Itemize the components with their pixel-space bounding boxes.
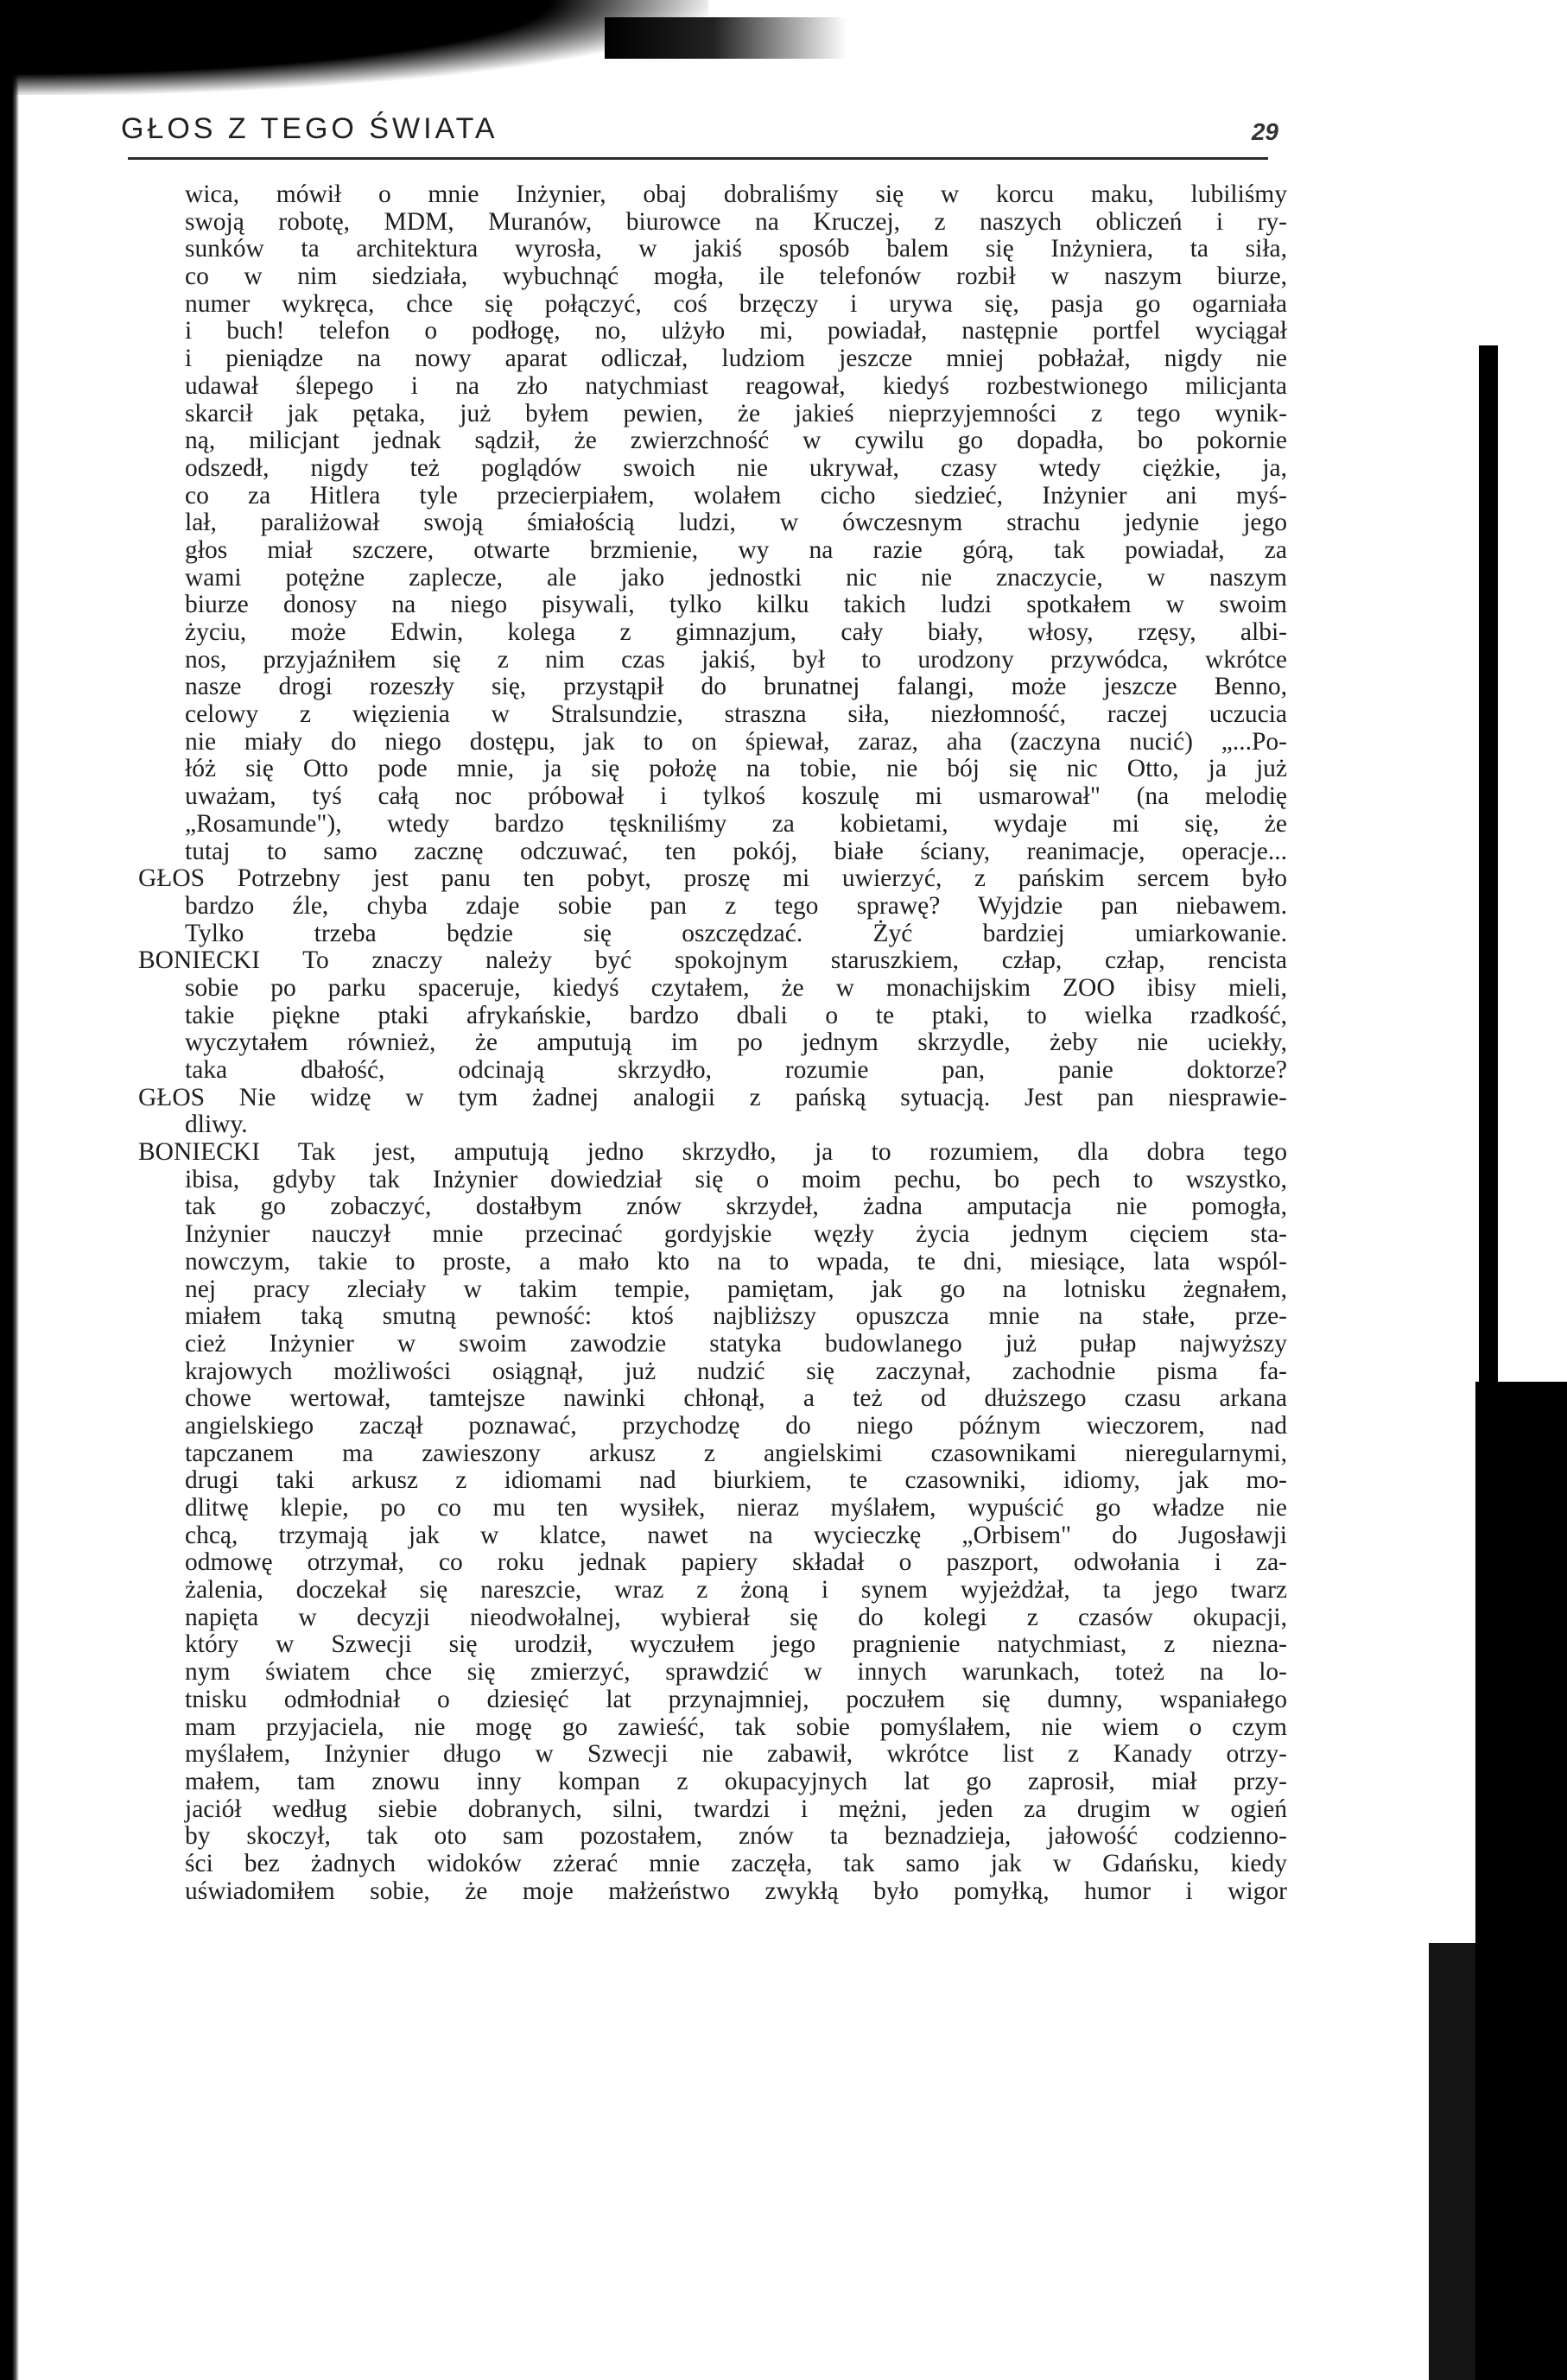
text-line <box>138 565 1287 592</box>
text-line-content: wami potężne zaplecze, ale jako jednostki nic nie znaczycie, w naszym <box>185 563 1287 592</box>
text-line-content: chowe wertował, tamtejsze nawinki chłonął, a też od dłuższego czasu arkana <box>185 1384 1287 1413</box>
text-line-content: nym światem chce się zmierzyć, sprawdzić w innych warunkach, toteż na lo- <box>185 1658 1287 1687</box>
text-line <box>138 783 1287 811</box>
text-line <box>138 1495 1287 1522</box>
text-line-content: nie miały do niego dostępu, jak to on śpiewał, zaraz, aha (zaczyna nucić) „...Po- <box>185 727 1287 756</box>
text-line <box>138 1823 1287 1851</box>
text-line-content: tnisku odmłodniał o dziesięć lat przynajmniej, poczułem się dumny, wspaniałego <box>185 1685 1287 1713</box>
text-line <box>138 1111 1287 1139</box>
text-line-content: celowy z więzienia w Stralsundzie, straszna siła, niezłomność, raczej uczucia <box>185 700 1287 729</box>
text-line-content: mam przyjaciela, nie mogę go zawieść, tak sobie pomyślałem, nie wiem o czym <box>185 1712 1287 1741</box>
text-line <box>138 1522 1287 1550</box>
text-line <box>138 1331 1287 1358</box>
text-line <box>138 427 1287 455</box>
text-line-content: cież Inżynier w swoim zawodzie statyka budowlanego już pułap najwyższy <box>185 1329 1287 1358</box>
text-line <box>138 1878 1287 1906</box>
text-line <box>138 1687 1287 1714</box>
text-line-content: skarcił jak pętaka, już byłem pewien, że jakieś nieprzyjemności z tego wynik- <box>185 399 1287 427</box>
text-line-content: numer wykręca, chce się połączyć, coś brzęczy i urywa się, pasja go ogarniała <box>185 289 1287 318</box>
text-line-content: by skoczył, tak oto sam pozostałem, znów ta beznadzieja, jałowość codzienno- <box>185 1822 1287 1851</box>
text-line <box>138 674 1287 701</box>
text-line <box>138 921 1287 948</box>
text-line-content: udawał ślepego i na zło natychmiast reagował, kiedyś rozbestwionego milicjanta <box>185 371 1287 400</box>
text-line-content: żalenia, doczekał się nareszcie, wraz z żoną i synem wyjeżdżał, ta jego twarz <box>185 1576 1287 1605</box>
text-line <box>138 345 1287 373</box>
text-line <box>138 865 1287 893</box>
text-line <box>138 1796 1287 1824</box>
text-line <box>138 1085 1287 1112</box>
text-line <box>138 1851 1287 1878</box>
text-line-content: angielskiego zaczął poznawać, przychodzę do niego późnym wieczorem, nad <box>185 1411 1287 1440</box>
text-line <box>138 592 1287 619</box>
text-line-content: odmowę otrzymał, co roku jednak papiery składał o paszport, odwołania i za- <box>185 1548 1287 1577</box>
text-line-content: GŁOS Potrzebny jest panu ten pobyt, proszę mi uwierzyć, z pańskim sercem było <box>138 864 1287 893</box>
text-line-content: wyczytałem również, że amputują im po jednym skrzydle, żeby nie uciekły, <box>185 1029 1287 1057</box>
text-line <box>138 1139 1287 1167</box>
text-line-content: chcą, trzymają jak w klatce, nawet na wycieczkę „Orbisem" do Jugosławji <box>185 1521 1287 1549</box>
text-line <box>138 619 1287 647</box>
text-line-content: miałem taką smutną pewność: ktoś najbliższy opuszcza mnie na stałe, prze- <box>185 1302 1287 1331</box>
text-line <box>138 1167 1287 1194</box>
text-line <box>138 811 1287 839</box>
text-line <box>138 1385 1287 1413</box>
text-line <box>138 1358 1287 1386</box>
text-line <box>138 1577 1287 1605</box>
text-line-content: bardzo źle, chyba zdaje sobie pan z tego sprawę? Wyjdzie pan niebawem. <box>185 891 1287 920</box>
text-line <box>138 1741 1287 1769</box>
text-line <box>138 401 1287 428</box>
text-line <box>138 1003 1287 1030</box>
text-line <box>138 1276 1287 1304</box>
text-line <box>138 1413 1287 1440</box>
text-line-content: taka dbałość, odcinają skrzydło, rozumie pan, panie doktorze? <box>185 1056 1287 1084</box>
scan-right-shadow <box>1463 0 1567 2380</box>
text-line-content: napięta w decyzji nieodwołalnej, wybierał się do kolegi z czasów okupacji, <box>185 1603 1287 1631</box>
text-line <box>138 729 1287 756</box>
text-line-content: i buch! telefon o podłogę, no, ulżyło mi, powiadał, następnie portfel wyciągał <box>185 317 1287 345</box>
text-line <box>138 1221 1287 1249</box>
text-line-content: krajowych możliwości osiągnął, już nudzić się zaczynał, zachodnie pisma fa- <box>185 1357 1287 1385</box>
text-line <box>138 510 1287 537</box>
text-line <box>138 1549 1287 1577</box>
text-line <box>138 1303 1287 1331</box>
text-line <box>138 373 1287 401</box>
text-line-content: uważam, tyś całą noc próbował i tylkoś koszulę mi usmarował" (na melodię <box>185 782 1287 811</box>
text-line <box>138 1193 1287 1221</box>
header-rule <box>128 157 1268 160</box>
text-line-content: dliwy. <box>185 1111 248 1139</box>
text-line-content: dlitwę klepie, po co mu ten wysiłek, nieraz myślałem, wypuścić go władze nie <box>185 1494 1287 1522</box>
text-line <box>138 839 1287 866</box>
text-line-content: sobie po parku spaceruje, kiedyś czytałem, że w monachijskim ZOO ibisy mieli, <box>185 973 1287 1002</box>
text-line <box>138 1714 1287 1742</box>
text-line-content: wica, mówił o mnie Inżynier, obaj dobraliśmy się w korcu maku, lubiliśmy <box>185 180 1287 208</box>
text-line-content: jaciół według siebie dobranych, silni, twardzi i mężni, jeden za drugim w ogień <box>185 1794 1287 1823</box>
text-line-content: lał, paraliżował swoją śmiałością ludzi, w ówczesnym strachu jedynie jego <box>185 509 1287 537</box>
text-line <box>138 701 1287 729</box>
text-line-content: życiu, może Edwin, kolega z gimnazjum, cały biały, włosy, rzęsy, albi- <box>185 618 1287 646</box>
text-line <box>138 263 1287 291</box>
text-line-content: BONIECKI Tak jest, amputują jedno skrzydło, ja to rozumiem, dla dobra tego <box>138 1138 1287 1167</box>
text-line-content: nos, przyjaźniłem się z nim czas jakiś, był to urodzony przywódca, wkrótce <box>185 645 1287 674</box>
text-line-content: BONIECKI To znaczy należy być spokojnym staruszkiem, człap, człap, rencista <box>138 946 1287 975</box>
text-line-content: takie piękne ptaki afrykańskie, bardzo dbali o te ptaki, to wielka rzadkość, <box>185 1001 1287 1029</box>
text-line <box>138 975 1287 1003</box>
shadow-bar-bottom <box>1429 1943 1567 2380</box>
running-head-title: GŁOS Z TEGO ŚWIATA <box>121 112 498 145</box>
text-line-content: Inżynier nauczył mnie przecinać gordyjskie węzły życia jednym cięciem sta- <box>185 1220 1287 1249</box>
text-line-content: swoją robotę, MDM, Muranów, biurowce na Kruczej, z naszych obliczeń i ry- <box>185 207 1287 236</box>
text-line <box>138 1057 1287 1085</box>
text-line <box>138 291 1287 319</box>
text-line-content: i pieniądze na nowy aparat odliczał, ludziom jeszcze mniej pobłażał, nigdy nie <box>185 345 1287 373</box>
text-line <box>138 947 1287 975</box>
text-line <box>138 893 1287 921</box>
text-line-content: co za Hitlera tyle przecierpiałem, wolałem cicho siedzieć, Inżynier ani myś- <box>185 481 1287 510</box>
text-line <box>138 455 1287 483</box>
text-line <box>138 483 1287 510</box>
text-line-content: biurze donosy na niego pisywali, tylko kilku takich ludzi spotkałem w swoim <box>185 591 1287 619</box>
text-line <box>138 756 1287 783</box>
text-line <box>138 318 1287 345</box>
text-line <box>138 1440 1287 1468</box>
text-line <box>138 1029 1287 1057</box>
text-line <box>138 1249 1287 1276</box>
text-line <box>138 1605 1287 1632</box>
text-line-content: ną, milicjant jednak sądził, że zwierzchność w cywilu go dopadła, bo pokornie <box>185 427 1287 455</box>
text-line-content: GŁOS Nie widzę w tym żadnej analogii z pańską sytuacją. Jest pan niesprawie- <box>138 1083 1287 1111</box>
text-line-content: uświadomiłem sobie, że moje małżeństwo zwykłą było pomyłką, humor i wigor <box>185 1877 1287 1905</box>
running-head <box>121 112 1278 146</box>
text-line <box>138 647 1287 674</box>
text-line-content: co w nim siedziała, wybuchnąć mogła, ile telefonów rozbił w naszym biurze, <box>185 263 1287 291</box>
text-line-content: drugi taki arkusz z idiomami nad biurkiem, te czasowniki, idiomy, jak mo- <box>185 1466 1287 1495</box>
text-line-content: tutaj to samo zacznę odczuwać, ten pokój, białe ściany, reanimacje, operacje... <box>185 837 1287 865</box>
text-line <box>138 236 1287 263</box>
text-line-content: odszedł, nigdy też poglądów swoich nie ukrywał, czasy wtedy ciężkie, ja, <box>185 453 1287 482</box>
text-line-content: małem, tam znowu inny kompan z okupacyjnych lat go zaprosił, miał przy- <box>185 1767 1287 1795</box>
page-number: 29 <box>1251 118 1278 145</box>
text-line-content: „Rosamunde"), wtedy bardzo tęskniliśmy za kobietami, wydaje mi się, że <box>185 809 1287 838</box>
text-line <box>138 1631 1287 1659</box>
text-line <box>138 181 1287 209</box>
text-line-content: nasze drogi rozeszły się, przystąpił do brunatnej falangi, może jeszcze Benno, <box>185 673 1287 701</box>
text-line-content: Tylko trzeba będzie się oszczędzać. Żyć bardziej umiarkowanie. <box>185 919 1287 947</box>
text-line <box>138 1659 1287 1687</box>
scan-left-edge <box>0 0 19 2380</box>
text-line <box>138 537 1287 565</box>
text-line-content: sunków ta architektura wyrosła, w jakiś sposób balem się Inżyniera, ta siła, <box>185 235 1287 263</box>
text-line-content: ści bez żadnych widoków zżerać mnie zaczęła, tak samo jak w Gdańsku, kiedy <box>185 1849 1287 1877</box>
text-line-content: nowczym, takie to proste, a mało kto na to wpada, te dni, miesiące, lata wspól- <box>185 1247 1287 1275</box>
scan-top-strip <box>605 17 847 59</box>
text-line-content: tapczanem ma zawieszony arkusz z angielskimi czasownikami nieregularnymi, <box>185 1439 1287 1467</box>
text-line-content: nej pracy zleciały w takim tempie, pamiętam, jak go na lotnisku żegnałem, <box>185 1275 1287 1303</box>
text-line-content: ibisa, gdyby tak Inżynier dowiedział się o moim pechu, bo pech to wszystko, <box>185 1165 1287 1193</box>
scan-top-edge <box>0 0 708 95</box>
page-text <box>138 181 1287 1905</box>
text-line-content: łóż się Otto pode mnie, ja się położę na tobie, nie bój się nic Otto, ja już <box>185 755 1287 783</box>
text-line-content: myślałem, Inżynier długo w Szwecji nie zabawił, wkrótce list z Kanady otrzy- <box>185 1740 1287 1769</box>
text-line-content: który w Szwecji się urodził, wyczułem jego pragnienie natychmiast, z niezna- <box>185 1630 1287 1659</box>
text-line <box>138 1467 1287 1495</box>
text-line <box>138 209 1287 237</box>
text-line-content: tak go zobaczyć, dostałbym znów skrzydeł, żadna amputacja nie pomogła, <box>185 1193 1287 1221</box>
text-line-content: głos miał szczere, otwarte brzmienie, wy na razie górą, tak powiadał, za <box>185 535 1287 564</box>
text-line <box>138 1769 1287 1796</box>
